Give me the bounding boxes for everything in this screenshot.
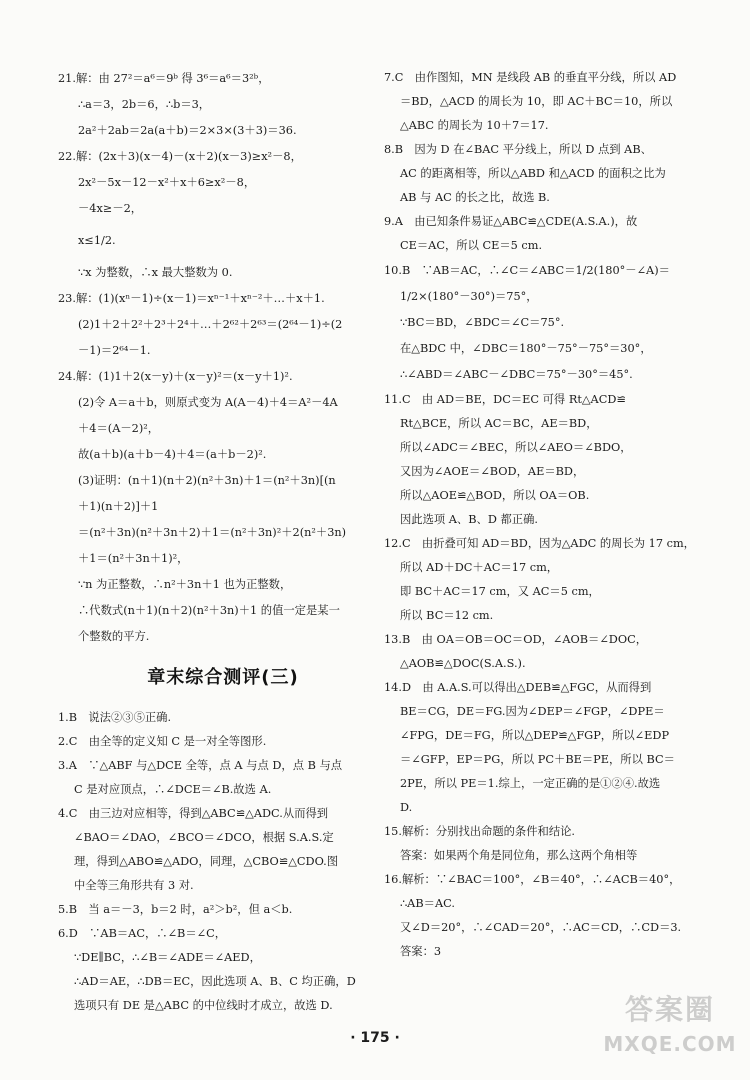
text-line: ＝∠GFP，EP＝PG，所以 PC＋BE＝PE，所以 BC＝ bbox=[400, 753, 675, 766]
text-line: ∵BC＝BD，∠BDC＝∠C＝75°. bbox=[400, 316, 565, 329]
text-line: 11.C 由 AD＝BE，DC＝EC 可得 Rt△ACD≌ bbox=[384, 393, 626, 406]
text-line: C 是对应顶点，∴∠DCE＝∠B.故选 A. bbox=[74, 783, 272, 796]
text-line: 21.解：由 27²＝a⁶＝9ᵇ 得 3⁶＝a⁶＝3²ᵇ， bbox=[58, 72, 270, 85]
text-line: 15.解析：分别找出命题的条件和结论. bbox=[384, 825, 576, 838]
text-line: 即 BC＋AC＝17 cm，又 AC＝5 cm， bbox=[400, 585, 600, 598]
text-line: ＋1＝(n²＋3n＋1)²， bbox=[78, 552, 189, 565]
text-line: ∴代数式(n＋1)(n＋2)(n²＋3n)＋1 的值一定是某一 bbox=[78, 604, 340, 617]
text-line: 又∠D＝20°，∴∠CAD＝20°，∴AC＝CD，∴CD＝3. bbox=[400, 921, 682, 934]
text-line: 9.A 由已知条件易证△ABC≌△CDE(A.S.A.)，故 bbox=[384, 215, 638, 228]
text-line: 所以△AOE≌△BOD，所以 OA＝OB. bbox=[400, 489, 590, 502]
left-column bbox=[58, 66, 388, 1018]
text-line: D. bbox=[400, 801, 413, 814]
text-line: ∴AD＝AE，∴DB＝EC，因此选项 A、B、C 均正确，D bbox=[74, 975, 356, 988]
text-line: 理，得到△ABO≌△ADO，同理，△CBO≌△CDO.图 bbox=[74, 855, 339, 868]
text-line: 个整数的平方. bbox=[78, 630, 150, 643]
text-line: x≤1/2. bbox=[78, 234, 116, 247]
text-line: ∵n 为正整数，∴n²＋3n＋1 也为正整数， bbox=[78, 578, 292, 591]
text-line: 在△BDC 中，∠DBC＝180°－75°－75°＝30°， bbox=[400, 342, 652, 355]
text-line: 所以∠ADC＝∠BEC，所以∠AEO＝∠BDO， bbox=[400, 441, 632, 454]
text-line: ∠BAO＝∠DAO，∠BCO＝∠DCO，根据 S.A.S.定 bbox=[74, 831, 334, 844]
text-line: △ABC 的周长为 10＋7＝17. bbox=[400, 119, 549, 132]
text-line: 因此选项 A、B、D 都正确. bbox=[400, 513, 538, 526]
text-line: 10.B ∵AB＝AC，∴∠C＝∠ABC＝1/2(180°－∠A)＝ bbox=[384, 264, 670, 277]
text-line: △AOB≌△DOC(S.A.S.). bbox=[400, 657, 526, 670]
text-line: ∵x 为整数，∴x 最大整数为 0. bbox=[78, 266, 233, 279]
text-line: BE＝CG，DE＝FG.因为∠DEP＝∠FGP，∠DPE＝ bbox=[400, 705, 665, 718]
text-line: 5.B 当 a＝－3，b＝2 时，a²＞b²，但 a＜b. bbox=[58, 903, 293, 916]
text-line: 所以 BC＝12 cm. bbox=[400, 609, 494, 622]
text-line: ＝(n²＋3n)(n²＋3n＋2)＋1＝(n²＋3n)²＋2(n²＋3n) bbox=[78, 526, 347, 539]
text-line: (3)证明：(n＋1)(n＋2)(n²＋3n)＋1＝(n²＋3n)[(n bbox=[78, 474, 336, 487]
text-line: ∴a＝3，2b＝6，∴b＝3， bbox=[78, 98, 211, 111]
text-line: 中全等三角形共有 3 对. bbox=[74, 879, 194, 892]
watermark-logo bbox=[600, 990, 740, 1072]
text-line: 8.B 因为 D 在∠BAC 平分线上，所以 D 点到 AB、 bbox=[384, 143, 652, 156]
text-line: CE＝AC，所以 CE＝5 cm. bbox=[400, 239, 543, 252]
section-heading: 章末综合测评(三) bbox=[147, 667, 299, 688]
text-line: 选项只有 DE 是△ABC 的中位线时才成立，故选 D. bbox=[74, 999, 333, 1012]
text-line: ∴AB＝AC. bbox=[400, 897, 455, 910]
text-line: AB 与 AC 的长之比，故选 B. bbox=[400, 191, 550, 204]
text-line: Rt△BCE，所以 AC＝BC，AE＝BD， bbox=[400, 417, 598, 430]
text-line: 2a²＋2ab＝2a(a＋b)＝2×3×(3＋3)＝36. bbox=[78, 124, 297, 137]
text-line: 6.D ∵AB＝AC，∴∠B＝∠C， bbox=[58, 927, 227, 940]
text-line: ∴∠ABD＝∠ABC－∠DBC＝75°－30°＝45°. bbox=[400, 368, 633, 381]
text-line: (2)令 A＝a＋b，则原式变为 A(A－4)＋4＝A²－4A bbox=[78, 396, 338, 409]
text-line: －4x≥－2， bbox=[78, 202, 143, 215]
text-line: 7.C 由作图知，MN 是线段 AB 的垂直平分线，所以 AD bbox=[384, 71, 677, 84]
text-line: 2x²－5x－12－x²＋x＋6≥x²－8， bbox=[78, 176, 256, 189]
text-line: AC 的距离相等，所以△ABD 和△ACD 的面积之比为 bbox=[400, 167, 666, 180]
text-line: 16.解析：∵∠BAC＝100°，∠B＝40°，∴∠ACB＝40°， bbox=[384, 873, 681, 886]
watermark-text: 答案圈 bbox=[624, 993, 715, 1026]
watermark-url: MXQE.COM bbox=[603, 1032, 737, 1056]
text-line: 1/2×(180°－30°)＝75°， bbox=[400, 290, 538, 303]
text-line: 3.A ∵△ABF 与△DCE 全等，点 A 与点 D，点 B 与点 bbox=[58, 759, 343, 772]
text-line: 故(a＋b)(a＋b－4)＋4＝(a＋b－2)². bbox=[78, 448, 267, 461]
text-line: 23.解：(1)(xⁿ－1)÷(x－1)＝xⁿ⁻¹＋xⁿ⁻²＋…＋x＋1. bbox=[58, 292, 325, 305]
page-number: · 175 · bbox=[350, 1030, 400, 1046]
text-line: 答案：如果两个角是同位角，那么这两个角相等 bbox=[400, 849, 638, 862]
text-line: 22.解：(2x＋3)(x－4)－(x＋2)(x－3)≥x²－8， bbox=[58, 150, 302, 163]
text-line: 所以 AD＋DC＋AC＝17 cm， bbox=[400, 561, 559, 574]
text-line: ∠FPG，DE＝FG，所以△DEP≌△FGP，所以∠EDP bbox=[400, 729, 670, 742]
text-line: 13.B 由 OA＝OB＝OC＝OD，∠AOB＝∠DOC， bbox=[384, 633, 648, 646]
text-line: 14.D 由 A.A.S.可以得出△DEB≌△FGC，从而得到 bbox=[384, 681, 652, 694]
text-line: 2.C 由全等的定义知 C 是一对全等图形. bbox=[58, 735, 267, 748]
text-line: ＝BD，△ACD 的周长为 10，即 AC＋BC＝10，所以 bbox=[400, 95, 673, 108]
text-line: 24.解：(1)1＋2(x－y)＋(x－y)²＝(x－y＋1)². bbox=[58, 370, 293, 383]
text-line: ＋4＝(A－2)²， bbox=[78, 422, 160, 435]
text-line: 1.B 说法②③⑤正确. bbox=[58, 711, 172, 724]
text-line: ＋1)(n＋2)]＋1 bbox=[78, 500, 159, 513]
text-line: 又因为∠AOE＝∠BOD，AE＝BD， bbox=[400, 465, 585, 478]
text-line: (2)1＋2＋2²＋2³＋2⁴＋…＋2⁶²＋2⁶³＝(2⁶⁴－1)÷(2 bbox=[78, 318, 343, 331]
text-line: 2PE，所以 PE＝1.综上，一定正确的是①②④.故选 bbox=[400, 777, 661, 790]
text-line: 答案：3 bbox=[400, 945, 442, 958]
text-line: 4.C 由三边对应相等，得到△ABC≌△ADC.从而得到 bbox=[58, 807, 329, 820]
text-line: ∵DE∥BC，∴∠B＝∠ADE＝∠AED， bbox=[74, 951, 261, 964]
right-column bbox=[384, 66, 716, 964]
text-line: 12.C 由折叠可知 AD＝BD，因为△ADC 的周长为 17 cm， bbox=[384, 537, 695, 550]
text-line: －1)＝2⁶⁴－1. bbox=[78, 344, 151, 357]
